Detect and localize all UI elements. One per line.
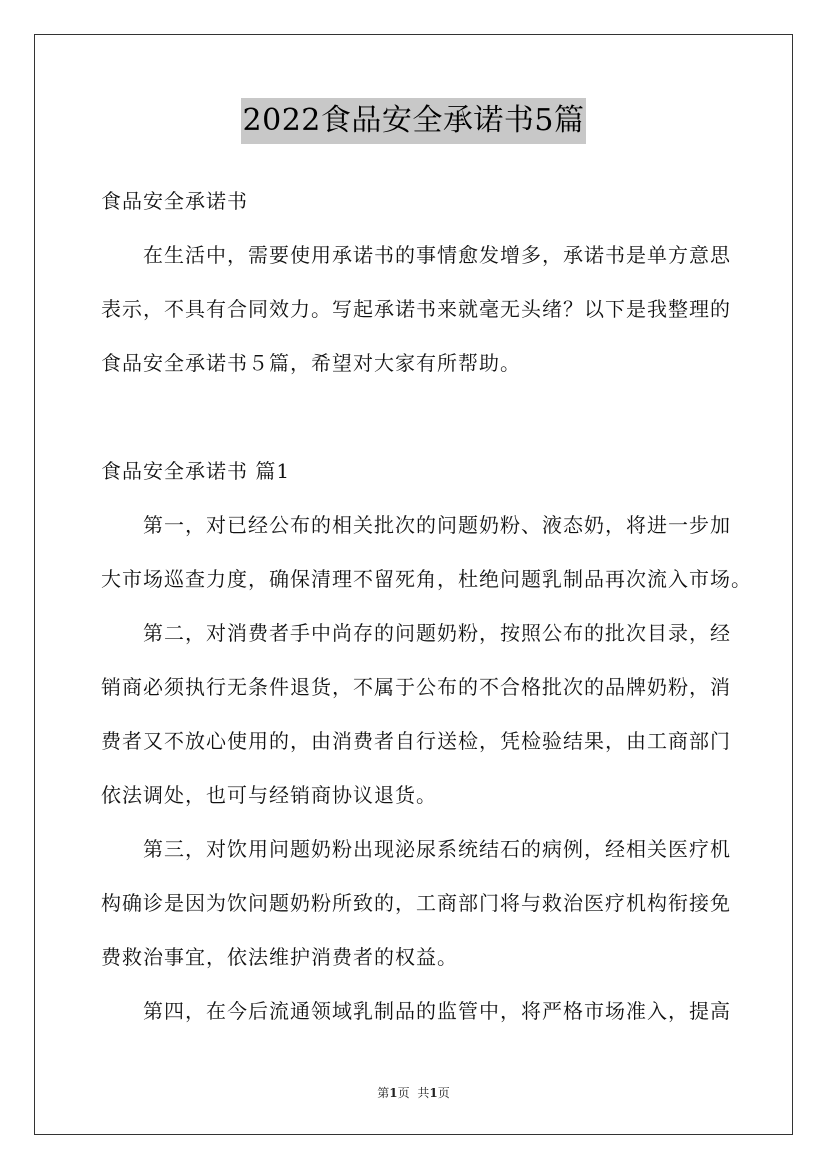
intro-line: 表示，不具有合同效力。写起承诺书来就毫无头绪？以下是我整理的 — [101, 297, 731, 321]
document-title: 2022食品安全承诺书5篇 — [241, 98, 587, 144]
paragraph-line: 第二，对消费者手中尚存的问题奶粉，按照公布的批次目录，经 — [143, 621, 731, 645]
total-prefix: 共 — [417, 1086, 430, 1100]
paragraph-line: 依法调处，也可与经销商协议退货。 — [101, 783, 437, 807]
paragraph-line: 构确诊是因为饮问题奶粉所致的，工商部门将与救治医疗机构衔接免 — [101, 891, 731, 915]
page-number: 1 — [389, 1086, 398, 1100]
intro-line: 在生活中，需要使用承诺书的事情愈发增多，承诺书是单方意思 — [143, 243, 731, 267]
subtitle: 食品安全承诺书 — [101, 189, 248, 213]
intro-line: 食品安全承诺书５篇，希望对大家有所帮助。 — [101, 351, 521, 375]
paragraph-line: 第四，在今后流通领域乳制品的监管中，将严格市场准入，提高 — [143, 999, 731, 1023]
paragraph-line: 第三，对饮用问题奶粉出现泌尿系统结石的病例，经相关医疗机 — [143, 837, 731, 861]
section-heading: 食品安全承诺书 篇1 — [101, 459, 291, 483]
page-footer — [0, 1084, 827, 1101]
page-prefix: 第 — [377, 1086, 390, 1100]
paragraph-line: 第一，对已经公布的相关批次的问题奶粉、液态奶，将进一步加 — [143, 513, 731, 537]
page-suffix: 页 — [397, 1086, 410, 1100]
paragraph-line: 销商必须执行无条件退货，不属于公布的不合格批次的品牌奶粉，消 — [101, 675, 731, 699]
spacer — [101, 390, 741, 444]
total-pages: 1 — [429, 1086, 438, 1100]
document-body — [101, 174, 752, 1038]
total-suffix: 页 — [437, 1086, 450, 1100]
paragraph-line: 大市场巡查力度，确保清理不留死角，杜绝问题乳制品再次流入市场。 — [101, 567, 752, 591]
paragraph-line: 费者又不放心使用的，由消费者自行送检，凭检验结果，由工商部门 — [101, 729, 731, 753]
paragraph-line: 费救治事宜，依法维护消费者的权益。 — [101, 945, 458, 969]
title-container — [0, 98, 827, 144]
